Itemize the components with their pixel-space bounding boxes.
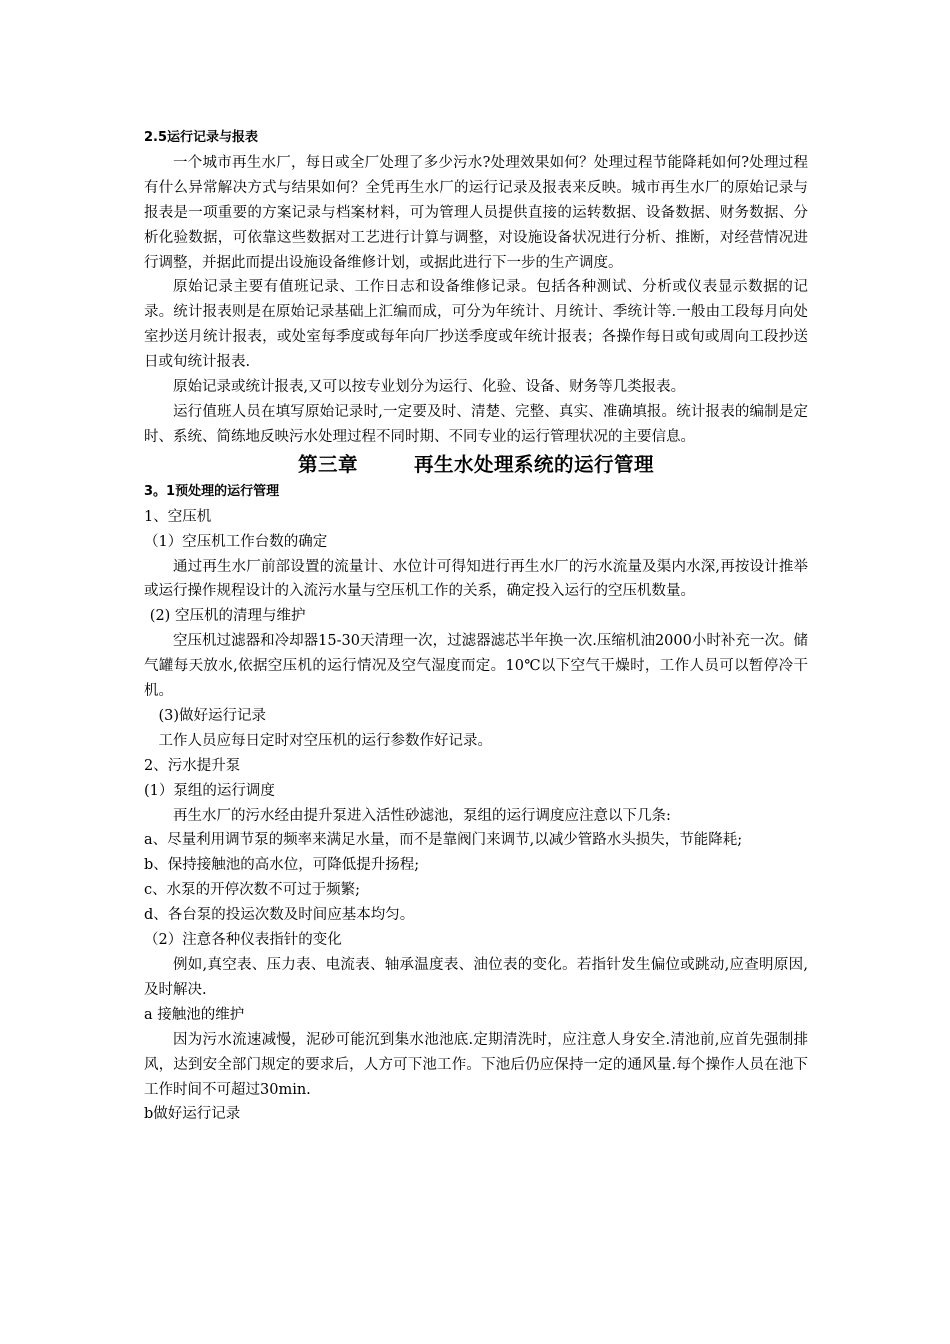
- document-page: [144, 126, 808, 1127]
- sub-heading: (2) 空压机的清理与维护: [149, 608, 306, 625]
- paragraph: 例如,真空表、压力表、电流表、轴承温度表、油位表的变化。若指针发生偏位或跳动,应查明原因,及时解决.: [144, 957, 808, 998]
- paragraph: 一个城市再生水厂，每日或全厂处理了多少污水?处理效果如何？处理过程节能降耗如何?处理过程有什么异常解决方式与结果如何？全凭再生水厂的运行记录及报表来反映。城市再生水厂的原始记录与报表是一项重要的方案记录与档案材料，可为管理人员提供直接的运转数据、设备数据、财务数据、分析化验数据，可依靠这些数据对工艺进行计算与调整，对设施设备状况进行分析、推断，对经营情况进行调整，并据此而提出设施设备维修计划，或据此进行下一步的生产调度。: [144, 154, 808, 271]
- list-item: 2、污水提升泵: [144, 757, 241, 774]
- paragraph: 通过再生水厂前部设置的流量计、水位计可得知进行再生水厂的污水流量及渠内水深,再按设计推举或运行操作规程设计的入流污水量与空压机工作的关系，确定投入运行的空压机数量。: [144, 558, 808, 600]
- paragraph: 原始记录主要有值班记录、工作日志和设备维修记录。包括各种测试、分析或仪表显示数据的记录。统计报表则是在原始记录基础上汇编而成，可分为年统计、月统计、季统计等.一般由工段每月向处室抄送月统计报表，或处室每季度或每年向厂抄送季度或年统计报表；各操作每日或旬或周向工段抄送日或旬统计报表.: [144, 279, 808, 371]
- section-heading: 3。1预处理的运行管理: [144, 483, 280, 499]
- chapter-title: [144, 450, 808, 480]
- list-item: a、尽量利用调节泵的频率来满足水量，而不是靠阀门来调节,以减少管路水头损失，节能降耗;: [144, 832, 743, 849]
- sub-heading: a 接触池的维护: [144, 1006, 245, 1023]
- paragraph: 再生水厂的污水经由提升泵进入活性砂滤池，泵组的运行调度应注意以下几条:: [173, 807, 671, 824]
- list-item: c、水泵的开停次数不可过于频繁;: [144, 882, 361, 899]
- list-item: 1、空压机: [144, 508, 212, 525]
- paragraph: 空压机过滤器和冷却器15-30天清理一次，过滤器滤芯半年换一次.压缩机油2000小时补充一次。储气罐每天放水,依据空压机的运行情况及空气湿度而定。10℃以下空气干燥时，工作人员可以暂停冷干机。: [144, 633, 808, 700]
- section-heading: 2.5运行记录与报表: [144, 130, 259, 145]
- list-item: d、各台泵的投运次数及时间应基本均匀。: [144, 907, 415, 924]
- paragraph: 运行值班人员在填写原始记录时,一定要及时、清楚、完整、真实、准确填报。统计报表的编制是定时、系统、简练地反映污水处理过程不同时期、不同专业的运行管理状况的主要信息。: [144, 403, 808, 445]
- paragraph: 因为污水流速减慢，泥砂可能沉到集水池池底.定期清洗时，应注意人身安全.清池前,应首先强制排风，达到安全部门规定的要求后，人方可下池工作。下池后仍应保持一定的通风量.每个操作人员在池下工作时间不可超过30min.: [144, 1031, 808, 1098]
- list-item: b、保持接触池的高水位，可降低提升扬程;: [144, 857, 420, 874]
- chapter-number: 第三章: [297, 452, 358, 476]
- paragraph: 工作人员应每日定时对空压机的运行参数作好记录。: [158, 732, 492, 749]
- sub-heading: (3)做好运行记录: [158, 707, 267, 724]
- sub-heading: (1）泵组的运行调度: [144, 782, 275, 799]
- paragraph: 原始记录或统计报表,又可以按专业划分为运行、化验、设备、财务等几类报表。: [173, 379, 686, 396]
- sub-heading: （2）注意各种仪表指针的变化: [144, 932, 342, 949]
- sub-heading: （1）空压机工作台数的确定: [144, 533, 328, 550]
- chapter-name: 再生水处理系统的运行管理: [414, 452, 655, 476]
- sub-heading: b做好运行记录: [144, 1106, 241, 1123]
